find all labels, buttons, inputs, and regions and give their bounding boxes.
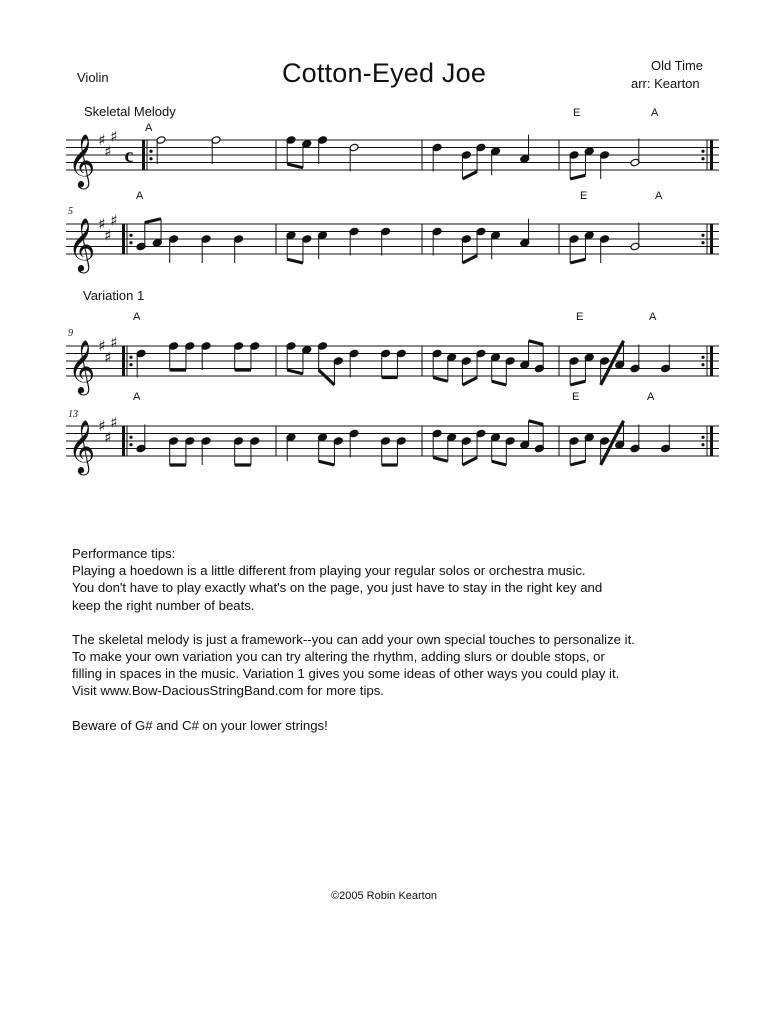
beam	[529, 421, 544, 425]
sharp-sign: ♯	[104, 348, 112, 367]
chord-symbol: A	[133, 311, 141, 323]
repeat-dot	[129, 241, 132, 244]
measure-number: 13	[68, 409, 78, 420]
instrument-label: Violin	[77, 70, 109, 85]
chord-symbol: A	[649, 311, 657, 323]
beam	[529, 341, 544, 345]
repeat-thick-bar	[710, 426, 713, 456]
beam	[492, 381, 507, 385]
treble-clef: 𝄞	[68, 339, 96, 393]
sharp-sign: ♯	[98, 215, 106, 233]
section-label-skeletal: Skeletal Melody	[84, 104, 176, 119]
chord-symbol: E	[576, 311, 584, 323]
tips-heading: Performance tips:	[72, 546, 176, 561]
style-label: Old Time	[651, 58, 704, 73]
beam	[287, 164, 303, 168]
measure-number: 5	[68, 206, 73, 217]
sharp-sign: ♯	[110, 413, 118, 432]
tips-line: To make your own variation you can try altering the rhythm, adding slurs or double stops, or	[72, 649, 605, 665]
performance-tips	[72, 545, 752, 734]
beam	[462, 256, 477, 264]
beam	[570, 461, 585, 465]
tips-line: keep the right number of beats.	[72, 597, 255, 613]
tips-line: Playing a hoedown is a little different from playing your regular solos or orchestra music.	[72, 563, 586, 579]
sharp-sign: ♯	[110, 211, 118, 230]
repeat-dot	[149, 150, 152, 153]
repeat-dot	[129, 234, 132, 237]
sharp-sign: ♯	[104, 142, 112, 161]
staff-system-2	[66, 204, 726, 284]
repeat-dot	[701, 436, 704, 439]
beam	[319, 370, 335, 385]
chord-symbol: A	[651, 107, 659, 119]
beam	[433, 378, 448, 382]
chord-symbol: A	[647, 391, 655, 403]
repeat-dot	[701, 363, 704, 366]
staff-system-4	[66, 406, 726, 486]
section-label-variation: Variation 1	[83, 288, 145, 303]
sharp-sign: ♯	[104, 428, 112, 447]
beam	[462, 458, 477, 466]
tips-line: Visit www.Bow-DaciousStringBand.com for more tips.	[72, 683, 384, 699]
repeat-thick-bar	[710, 224, 713, 254]
sharp-sign: ♯	[104, 226, 112, 245]
sharp-sign: ♯	[110, 333, 118, 352]
tips-line: You don't have to play exactly what's on the page, you just have to stay in the right key and	[72, 580, 603, 596]
beam	[319, 461, 335, 465]
repeat-thick-bar	[142, 140, 145, 170]
repeat-dot	[701, 150, 704, 153]
sharp-sign: ♯	[98, 417, 106, 435]
repeat-dot	[701, 157, 704, 160]
repeat-dot	[701, 443, 704, 446]
repeat-thick-bar	[122, 224, 125, 254]
repeat-thick-bar	[710, 346, 713, 376]
beam	[570, 381, 585, 385]
beam	[492, 461, 507, 465]
treble-clef: 𝄞	[68, 133, 96, 187]
repeat-dot	[129, 363, 132, 366]
chord-symbol: A	[136, 190, 144, 202]
sharp-sign: ♯	[98, 131, 106, 149]
repeat-dot	[701, 241, 704, 244]
chord-symbol: E	[573, 107, 581, 119]
copyright-notice: ©2005 Robin Kearton	[331, 890, 437, 902]
chord-symbol: E	[572, 391, 580, 403]
staff-system-1	[66, 120, 726, 200]
measure-number: 9	[68, 328, 73, 339]
chord-symbol: A	[145, 122, 153, 134]
beam	[287, 370, 303, 374]
common-time: c	[124, 145, 134, 167]
beam	[433, 458, 448, 462]
repeat-dot	[701, 234, 704, 237]
repeat-thick-bar	[122, 346, 125, 376]
repeat-dot	[129, 443, 132, 446]
staff-system-3	[66, 326, 726, 406]
song-title: Cotton-Eyed Joe	[281, 58, 487, 88]
beam	[462, 378, 477, 386]
sharp-sign: ♯	[98, 337, 106, 355]
beam	[462, 172, 477, 180]
beam	[145, 219, 161, 223]
repeat-dot	[701, 356, 704, 359]
chord-symbol: A	[133, 391, 141, 403]
beam	[287, 259, 303, 263]
chord-symbol: E	[580, 190, 588, 202]
paragraph-gap	[72, 614, 752, 631]
repeat-thick-bar	[122, 426, 125, 456]
tips-line: The skeletal melody is just a framework--you can add your own special touches to personalize it.	[72, 631, 635, 647]
beam	[570, 175, 585, 179]
treble-clef: 𝄞	[68, 217, 96, 271]
treble-clef: 𝄞	[68, 419, 96, 473]
repeat-dot	[129, 356, 132, 359]
repeat-thick-bar	[710, 140, 713, 170]
tips-line: Beware of G# and C# on your lower strings!	[72, 717, 328, 733]
arranger-label: arr: Kearton	[631, 76, 700, 91]
tips-line: filling in spaces in the music. Variation 1 gives you some ideas of other ways you could play it.	[72, 666, 620, 682]
chord-symbol: A	[655, 190, 663, 202]
sharp-sign: ♯	[110, 127, 118, 146]
paragraph-gap	[72, 700, 752, 717]
beam	[570, 259, 585, 263]
repeat-dot	[129, 436, 132, 439]
repeat-dot	[149, 157, 152, 160]
